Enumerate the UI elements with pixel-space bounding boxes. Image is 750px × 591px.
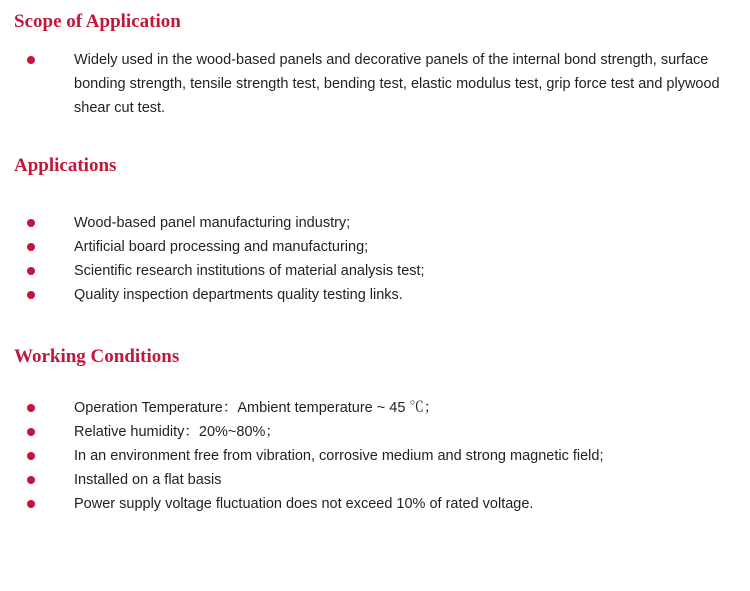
bullet-icon	[27, 500, 35, 508]
bullet-icon	[27, 56, 35, 64]
list-item	[14, 420, 736, 444]
bullet-icon	[27, 404, 35, 412]
bullet-icon	[27, 219, 35, 227]
bullet-icon	[27, 452, 35, 460]
spacer	[14, 307, 736, 345]
spacer	[14, 120, 736, 154]
list-item-text: Installed on a flat basis	[74, 472, 222, 489]
list-item	[14, 235, 736, 259]
list-item	[14, 492, 736, 516]
list-item-text: Operation Temperature：Ambient temperature ~ 45 ℃；	[74, 400, 439, 417]
list-item-text: Scientific research institutions of material analysis test;	[74, 262, 425, 279]
list-item	[14, 211, 736, 235]
list-item	[14, 444, 736, 468]
working-conditions-list	[14, 396, 736, 516]
section-heading-applications: Applications	[14, 154, 117, 176]
list-item-text: Power supply voltage fluctuation does not exceed 10% of rated voltage.	[74, 496, 534, 513]
list-item-text: Artificial board processing and manufacturing;	[74, 238, 369, 255]
bullet-icon	[27, 243, 35, 251]
section-applications	[14, 154, 736, 307]
spacer	[14, 34, 736, 48]
bullet-icon	[27, 428, 35, 436]
list-item	[14, 259, 736, 283]
list-item-text: Wood-based panel manufacturing industry;	[74, 214, 351, 231]
scope-list	[14, 48, 736, 120]
list-item	[14, 48, 736, 120]
list-item	[14, 396, 736, 420]
section-heading-working-conditions: Working Conditions	[14, 345, 180, 367]
list-item	[14, 468, 736, 492]
bullet-icon	[27, 476, 35, 484]
applications-list	[14, 211, 736, 307]
section-heading-scope: Scope of Application	[14, 11, 181, 32]
section-working-conditions	[14, 345, 736, 517]
spacer	[14, 368, 736, 396]
bullet-icon	[27, 267, 35, 275]
list-item-text: Quality inspection departments quality testing links.	[74, 286, 403, 303]
list-item	[14, 283, 736, 307]
section-scope-of-application	[14, 10, 736, 120]
list-item-text: Widely used in the wood-based panels and decorative panels of the internal bond strength, surface bonding strength, tensile strength test, bending test, elastic modulus test, grip force test and plywood shear cut test.	[74, 51, 720, 116]
list-item-text: Relative humidity：20%~80%；	[74, 424, 280, 441]
spacer	[14, 178, 736, 211]
bullet-icon	[27, 291, 35, 299]
list-item-text: In an environment free from vibration, corrosive medium and strong magnetic field;	[74, 448, 604, 465]
